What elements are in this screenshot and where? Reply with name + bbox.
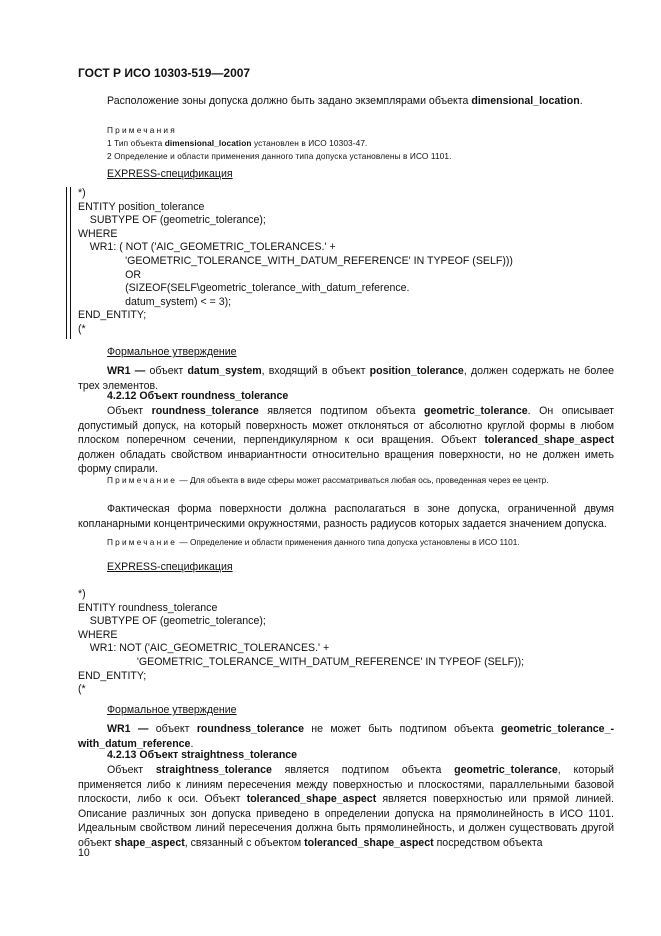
code-line: *)	[78, 588, 86, 600]
code-line: (*	[78, 322, 86, 335]
code-line: (SIZEOF(SELF\geometric_tolerance_with_datum_reference.	[78, 282, 410, 295]
code-line: OR	[78, 268, 141, 281]
section-heading-4-2-12: 4.2.12 Объект roundness_tolerance	[107, 390, 289, 402]
formal-statement-label: Формальное утверждение	[107, 704, 237, 716]
section-4-2-13-body: Объект straightness_tolerance является подтипом объекта geometric_tolerance, который применяется либо к линиям пересечения между поверхностью и плоскостями, параллельными базовой плоскости, либо к оси. Объект toleranced_shape_aspect является поверхностью или прямой линией. Описание различных зон допуска приведено в определении допуска на прямолинейность в ИСО 1101. Идеальным свойством линий пересечения должна быть прямолинейность, и должен существовать другой объект shape_aspect, связанный с объектом toleranced_shape_aspect посредством объекта	[78, 764, 614, 849]
code-line: ENTITY roundness_tolerance	[78, 601, 218, 614]
code-line: SUBTYPE OF (geometric_tolerance);	[78, 615, 266, 628]
formal-statement-wr1: WR1 — объект datum_system, входящий в объект position_tolerance, должен содержать не более трех элементов.	[78, 365, 614, 392]
section-4-2-12-body: Объект roundness_tolerance является подтипом объекта geometric_tolerance. Он описывает допустимый допуск, на который поверхность может отклоняться от абсолютно круглой формы в любом плоском поперечном сечении, перпендикулярном к оси вращения. Объект toleranced_shape_aspect должен обладать свойством инвариантности относительно вращения поверхности, но не должен иметь форму спирали.	[78, 405, 614, 475]
code-line: WR1: NOT ('AIC_GEOMETRIC_TOLERANCES.' +	[78, 642, 330, 655]
code-line: *)	[78, 187, 86, 199]
express-code-position-tolerance	[78, 187, 513, 337]
note-2: 2 Определение и области применения данного типа допуска установлены в ИСО 1101.	[107, 151, 452, 161]
express-spec-label: EXPRESS-спецификация	[107, 168, 233, 180]
code-line: END_ENTITY;	[78, 309, 147, 322]
intro-paragraph: Расположение зоны допуска должно быть задано экземплярами объекта dimensional_location.	[107, 95, 583, 107]
page-header: ГОСТ Р ИСО 10303-519—2007	[78, 66, 251, 80]
express-code-roundness-tolerance	[78, 588, 524, 697]
express-spec-label: EXPRESS-спецификация	[107, 561, 233, 573]
formal-statement-label: Формальное утверждение	[107, 346, 237, 358]
code-line: (*	[78, 683, 86, 696]
code-line: WR1: ( NOT ('AIC_GEOMETRIC_TOLERANCES.' +	[78, 241, 336, 254]
page-number: 10	[78, 847, 90, 859]
code-line: WHERE	[78, 227, 118, 240]
note-1: 1 Тип объекта dimensional_location установлен в ИСО 10303-47.	[107, 138, 368, 148]
code-line: END_ENTITY;	[78, 669, 147, 682]
change-bar	[66, 187, 67, 339]
code-line: WHERE	[78, 628, 118, 641]
code-line: SUBTYPE OF (geometric_tolerance);	[78, 214, 266, 227]
code-line: 'GEOMETRIC_TOLERANCE_WITH_DATUM_REFERENCE' IN TYPEOF (SELF)))	[78, 254, 513, 267]
code-line: ENTITY position_tolerance	[78, 200, 205, 213]
section-heading-4-2-13: 4.2.13 Объект straightness_tolerance	[107, 749, 298, 761]
note-sphere: Примечание — Для объекта в виде сферы может рассматриваться любая ось, проведенная через ее центр.	[107, 475, 549, 485]
code-line: datum_system) < = 3);	[78, 295, 232, 308]
note-iso1101: Примечание — Определение и области применения данного типа допуска установлены в ИСО 1101.	[107, 537, 520, 547]
formal-statement-wr1: WR1 — объект roundness_tolerance не может быть подтипом объекта geometric_tolerance_-with_datum_reference.	[78, 723, 614, 750]
change-bar	[70, 187, 71, 339]
notes-heading: Примечания	[107, 125, 177, 135]
section-4-2-12-form-paragraph: Фактическая форма поверхности должна располагаться в зоне допуска, ограниченной двумя копланарными концентрическими окружностями, разность радиусов которых задается значением допуска.	[78, 503, 614, 530]
code-line: 'GEOMETRIC_TOLERANCE_WITH_DATUM_REFERENCE' IN TYPEOF (SELF));	[78, 655, 525, 668]
